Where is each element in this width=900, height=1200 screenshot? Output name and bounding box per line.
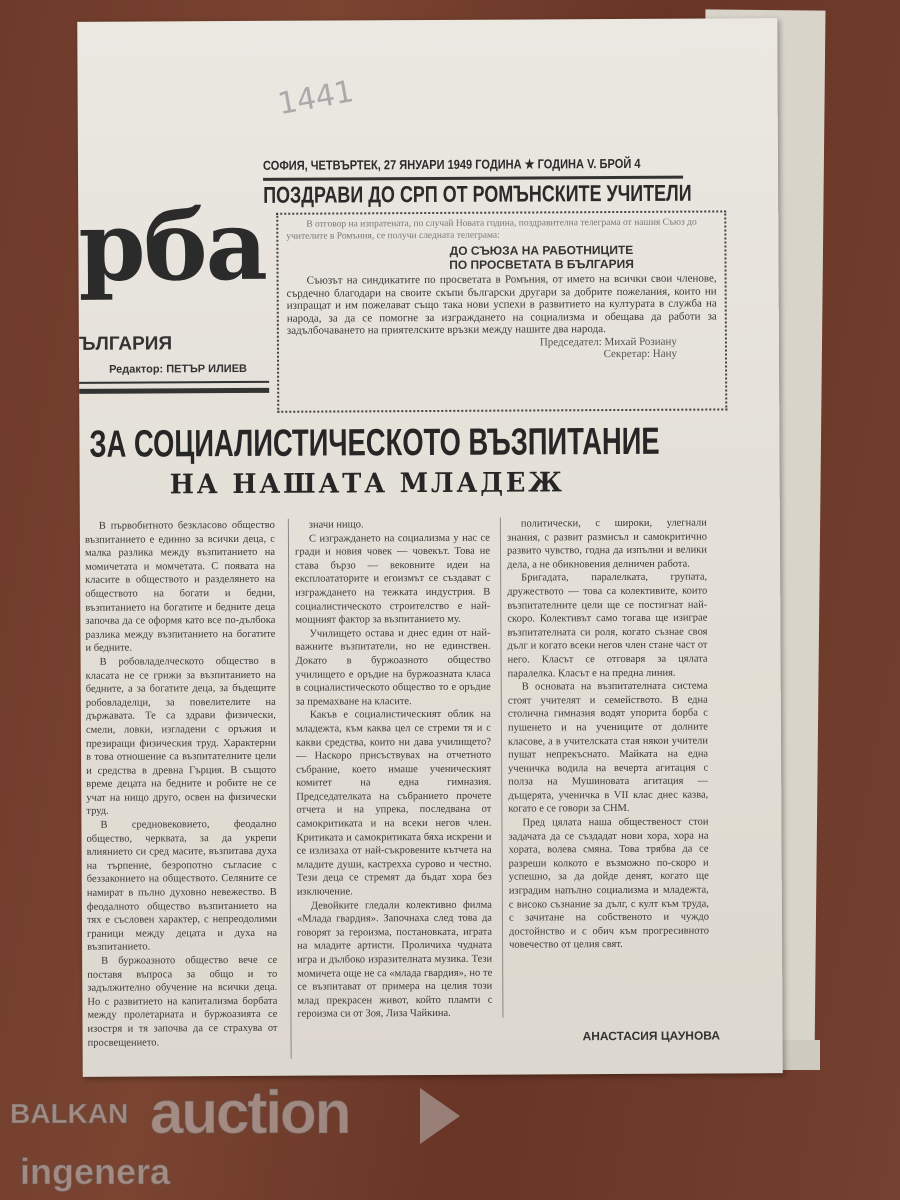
article-author: АНАСТАСИЯ ЦАУНОВА: [582, 1028, 721, 1044]
signature-secretary: Секретар: Нану: [603, 347, 678, 361]
address-line: ПО ПРОСВЕТАТА В БЪЛГАРИЯ: [449, 256, 634, 272]
handwritten-mark: 1441: [275, 74, 357, 123]
article-column-2: [288, 518, 493, 1059]
paragraph: Бригадата, паралелката, групата, дружеството — това са колективите, които възпитателните цели ще се постигнат най-скоро. Колективът само тогава ще изиграе възпитателната си роля, когато съзнае своя дълг и когато всеки негов член стане част от него. Класът се отговаря за цялата паралелка. Класът е на предна линия.: [507, 571, 708, 680]
paragraph: В основата на възпитателната система стоят учителят и семейството. В една столична гимназия водят упорита борба с пушенето и на учениците от долните класове, а в учителската стая някои учители пушат непрекъснато. Майката на една ученичка водила на вечерта агитация с полза на Мушиновата агитация — дъщерята, ученичка в VII клас днес казва, когато е се говори за СНМ.: [507, 680, 709, 816]
country-name: ЪЛГАРИЯ: [78, 333, 173, 355]
address-line: ДО СЪЮЗА НА РАБОТНИЦИТЕ: [449, 242, 634, 258]
paragraph: Какъв е социалистическият облик на младежта, към каква цел се стреми тя и с какви средства, които ни дава училището? — Наскоро присъствувах на отчетното събрание, което имаше ученическият комитет на една гимназия. Председателката на събранието прочете отчета и на упрека, последвана от самокритиката и на всеки негов член. Критиката и самокритиката бяха искрени и се излизаха от най-съкровените кътчета на младите души, кастрехха сурово и честно. Тези деца се стремят да бъдат хора без изключение.: [295, 708, 492, 898]
article-subheadline: НА НАШАТА МЛАДЕЖ: [169, 467, 565, 501]
paragraph: В средновековието, феодално общество, черквата, за да укрепи влиянието си сред масите, възпитава духа на търпение, безропотно съгласие с беззаконието на обществото. Селяните се намират в пълно духовно невежество. В феодалното общество възпитанието на тях е съсловен характер, с непреодолими граници между децата и духа на възпитанието.: [86, 818, 278, 954]
masthead-rule-thick: [79, 388, 269, 394]
article-column-1: [85, 519, 278, 1060]
paragraph: В буржоазното общество вече се поставя въпроса за общо и то задължително обучение на всички деца. Но с развитието на капитализма борбата между пролетариата и буржоазията се изостря и тя започва да се страхува от просвещението.: [87, 954, 278, 1049]
paragraph: Девойките гледали колективно филма «Млада гвардия». Започнаха след това да говорят за героизма, постановката, играта на младите артисти. Проличиха чудната игра и дълбоко изразителната музика. Тези момичета още не са «млада гвардия», но те се възпитават от примера на целия този млад прекрасен живот, който пламти с героизма си от Зоя, Лиза Чайкина.: [296, 899, 493, 1021]
watermark-line1: BALKAN: [10, 1098, 129, 1129]
paragraph: Училището остава и днес един от най-важните възпитатели, но не единствен. Докато в буржоазното общество училището е оръдие на буржоазната класа в социалистическото общество то е оръдие за премахване на класите.: [295, 627, 491, 708]
paragraph: политически, с широки, улегнали знания, с развит размисъл и самокритично развито чувство, годна да изпълни и велики дела, а не обикновения делничен работа.: [506, 517, 708, 571]
telegram-box: [276, 210, 727, 412]
masthead-rule: [79, 381, 269, 384]
signature-chair: Председател: Михай Розиану: [539, 335, 677, 348]
telegram-address: [366, 242, 716, 272]
newspaper-logo: рба: [78, 188, 267, 303]
telegram-intro: В отговор на изпратената, по случай Новата година, поздравителна телеграма от нашия Съюз до учителите в Ромъния, се получи следната телеграма:: [286, 217, 697, 242]
dateline: СОФИЯ, ЧЕТВЪРТЕК, 27 ЯНУАРИ 1949 ГОДИНА ★ ГОДИНА V. БРОЙ 4: [262, 155, 641, 173]
watermark-line2: auction: [150, 1079, 350, 1146]
watermark-line3: ingenera: [20, 1151, 171, 1192]
editor-line: Редактор: ПЕТЪР ИЛИЕВ: [109, 362, 248, 376]
paragraph: С изграждането на социализма у нас се гради и новия човек — човекът. Това не става бързо — вековните идеи на експлоататорите и егоизмът се създават с изграждането на тежката индустрия. В социалистическото строителство е най-мощният фактор за възпитанието му.: [294, 532, 491, 626]
paragraph: В робовладелческото общество в класата не се грижи за възпитанието на бедните, а за богатите деца, за бъдещите робовладелци, за повелителите на държавата. Те са здрави физически, смели, ловки, изгладени с оръжия и презиращи физическия труд. Характерни в това отношение са възпитателните цели и средства в древна Гърция. В същото време децата на бедните и робите не се учат на нищо друго, освен на физически труд.: [85, 655, 277, 818]
newspaper-page: [77, 18, 783, 1077]
telegram-body: Съюзът на синдикатите по просветата в Ромъния, от името на всички свои членове, сърдечно благодари на своите скъпи български другари за добрите пожелания, които ни изпращат и им пожелават също така нови успехи в развитието на културата в служба на народа, за да се помогне за изграждането на социализма и обещава да работи за задълбочаването на приятелските връзки между нашите два народа.: [286, 272, 717, 337]
paragraph: значи нищо.: [308, 519, 364, 531]
paragraph: Пред цялата наша общественост стои задачата да се създадат нови хора, хора на хората, волева смяна. Това трябва да се разреши колкото е възможно по-скоро и успешно, за да дойде денят, когато ще изградим напълно социализма и младежта, с високо съзнание за дълг, с култ към труда, с зачитане на собственото и чуждо достойнство и с обич към прогресивното човечество от целия свят.: [508, 816, 710, 951]
article-headline: ЗА СОЦИАЛИСТИЧЕСКОТО ВЪЗПИТАНИЕ: [89, 420, 660, 466]
paragraph: В първобитното безкласово общество възпитанието е единно за всички деца, с малка разлика между възпитанието на момичетата и момчетата. С появата на класите в обществото и разделянето на обществото на богати и бедни, възпитанието на богатите и бедните деца започва да се оформя като все по-дълбока разлика между възпитанието на богатите и бедните.: [84, 519, 276, 655]
article-column-3: [500, 517, 710, 1018]
telegram-headline: ПОЗДРАВИ ДО СРП ОТ РОМЪНСКИТЕ УЧИТЕЛИ: [263, 179, 692, 208]
watermark-play-icon: [420, 1088, 460, 1144]
